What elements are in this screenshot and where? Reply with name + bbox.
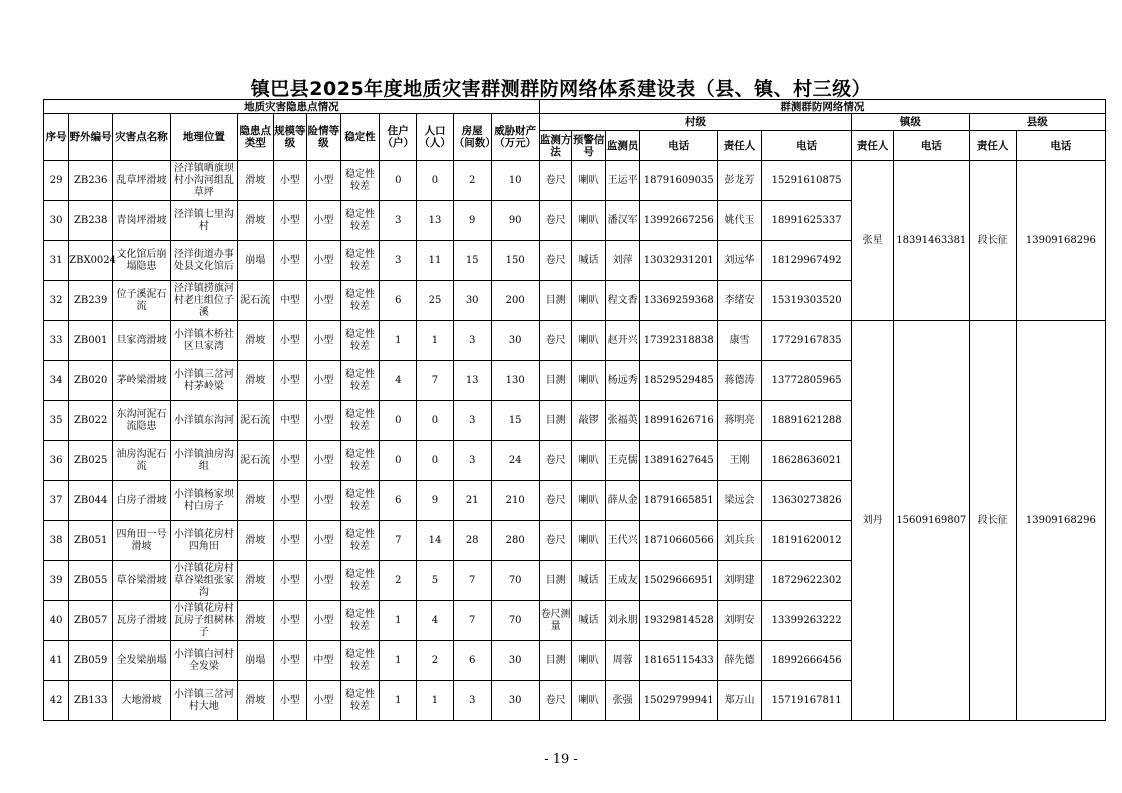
row-houses: 3 [453,321,491,361]
col-county-phone: 电话 [1016,131,1105,161]
row-households: 4 [380,361,417,401]
row-houses: 7 [453,601,491,641]
row-households: 1 [380,681,417,721]
row-stability: 稳定性较差 [340,401,380,441]
row-village-phone: 18992666456 [762,641,852,681]
row-village-phone: 18891621288 [762,401,852,441]
row-seq: 29 [44,161,69,201]
row-households: 6 [380,281,417,321]
row-signal: 喇叭 [572,161,606,201]
row-property: 15 [491,401,539,441]
row-scale: 小型 [273,601,307,641]
row-location: 小洋镇花房村瓦房子组树林子 [170,601,237,641]
row-property: 150 [491,241,539,281]
row-type: 滑坡 [237,321,273,361]
row-village-phone: 18729622302 [762,561,852,601]
row-monitor: 周蓉 [605,641,640,681]
county-responsible: 段长征 [969,321,1016,721]
town-responsible: 张星 [852,161,894,321]
row-method: 卷尺 [539,241,571,281]
row-field-no: ZB236 [69,161,113,201]
col-danger: 险情等级 [307,114,341,161]
town-phone: 18391463381 [894,161,969,321]
col-field-no: 野外编号 [69,114,113,161]
row-field-no: ZB133 [69,681,113,721]
row-signal: 喇叭 [572,321,606,361]
row-seq: 41 [44,641,69,681]
row-monitor: 刘萍 [605,241,640,281]
row-village-responsible: 姚代玉 [718,201,762,241]
row-name: 乱草坪滑坡 [113,161,171,201]
col-method: 监测方法 [539,131,571,161]
row-seq: 35 [44,401,69,441]
row-scale: 小型 [273,441,307,481]
row-signal: 喇叭 [572,641,606,681]
col-stability: 稳定性 [340,114,380,161]
row-danger: 小型 [307,401,341,441]
col-population: 人口（人） [417,114,454,161]
row-houses: 3 [453,401,491,441]
row-name: 白房子滑坡 [113,481,171,521]
row-method: 卷尺测量 [539,601,571,641]
col-county-responsible: 责任人 [969,131,1016,161]
row-village-phone: 15291610875 [762,161,852,201]
row-name: 旦家湾滑坡 [113,321,171,361]
row-village-phone: 13772805965 [762,361,852,401]
row-property: 10 [491,161,539,201]
row-scale: 小型 [273,681,307,721]
row-signal: 喇叭 [572,361,606,401]
row-signal: 喇叭 [572,441,606,481]
row-monitor-phone: 18791665851 [640,481,718,521]
row-danger: 小型 [307,441,341,481]
row-monitor: 程文香 [605,281,640,321]
row-type: 滑坡 [237,681,273,721]
row-monitor-phone: 17392318838 [640,321,718,361]
row-households: 0 [380,161,417,201]
county-phone: 13909168296 [1016,321,1105,721]
row-monitor-phone: 13369259368 [640,281,718,321]
row-location: 小洋镇木桥社区旦家湾 [170,321,237,361]
row-location: 小洋镇油房沟组 [170,441,237,481]
row-households: 0 [380,401,417,441]
row-seq: 42 [44,681,69,721]
row-monitor: 赵开兴 [605,321,640,361]
row-village-responsible: 刘远华 [718,241,762,281]
row-village-responsible: 彭龙芳 [718,161,762,201]
row-scale: 小型 [273,241,307,281]
col-type: 隐患点类型 [237,114,273,161]
row-monitor-phone: 13891627645 [640,441,718,481]
row-signal: 喇叭 [572,521,606,561]
col-households: 住户（户） [380,114,417,161]
row-monitor-phone: 18710660566 [640,521,718,561]
row-danger: 小型 [307,321,341,361]
col-scale: 规模等级 [273,114,307,161]
row-village-phone: 13630273826 [762,481,852,521]
row-type: 滑坡 [237,161,273,201]
row-field-no: ZB238 [69,201,113,241]
row-monitor-phone: 13992667256 [640,201,718,241]
row-stability: 稳定性较差 [340,161,380,201]
row-village-responsible: 蒋明亮 [718,401,762,441]
row-name: 文化馆后崩塌隐患 [113,241,171,281]
row-type: 滑坡 [237,201,273,241]
row-location: 泾洋镇捞旗河村老庄组位子溪 [170,281,237,321]
row-type: 滑坡 [237,601,273,641]
row-type: 崩塌 [237,641,273,681]
row-stability: 稳定性较差 [340,201,380,241]
row-village-phone: 18191620012 [762,521,852,561]
row-stability: 稳定性较差 [340,521,380,561]
row-property: 70 [491,601,539,641]
row-field-no: ZB022 [69,401,113,441]
row-seq: 32 [44,281,69,321]
row-households: 2 [380,561,417,601]
col-houses: 房屋（间数） [453,114,491,161]
row-property: 30 [491,681,539,721]
row-location: 小洋镇花房村草谷梁组张家沟 [170,561,237,601]
row-houses: 9 [453,201,491,241]
row-stability: 稳定性较差 [340,281,380,321]
row-village-phone: 13399263222 [762,601,852,641]
row-houses: 13 [453,361,491,401]
row-houses: 21 [453,481,491,521]
row-population: 25 [417,281,454,321]
row-village-responsible: 刘明建 [718,561,762,601]
row-population: 0 [417,161,454,201]
row-monitor: 王克儒 [605,441,640,481]
row-village-responsible: 梁远会 [718,481,762,521]
row-field-no: ZB057 [69,601,113,641]
row-danger: 小型 [307,241,341,281]
row-scale: 小型 [273,161,307,201]
row-population: 9 [417,481,454,521]
row-location: 泾洋街道办事处县文化馆后 [170,241,237,281]
row-method: 卷尺 [539,681,571,721]
row-monitor: 张强 [605,681,640,721]
row-stability: 稳定性较差 [340,481,380,521]
row-village-responsible: 蒋德涛 [718,361,762,401]
row-houses: 15 [453,241,491,281]
row-houses: 7 [453,561,491,601]
col-seq: 序号 [44,114,69,161]
row-location: 小洋镇白河村全发梁 [170,641,237,681]
row-location: 小洋镇三岔河村茅岭梁 [170,361,237,401]
row-field-no: ZB020 [69,361,113,401]
col-name: 灾害点名称 [113,114,171,161]
col-signal: 预警信号 [572,131,606,161]
row-monitor-phone: 15029666951 [640,561,718,601]
row-seq: 38 [44,521,69,561]
town-responsible: 刘丹 [852,321,894,721]
row-stability: 稳定性较差 [340,241,380,281]
row-population: 0 [417,441,454,481]
table-row [44,321,1106,361]
row-stability: 稳定性较差 [340,601,380,641]
row-households: 1 [380,321,417,361]
row-monitor: 王代兴 [605,521,640,561]
row-type: 滑坡 [237,361,273,401]
row-type: 泥石流 [237,441,273,481]
row-danger: 小型 [307,681,341,721]
row-field-no: ZBX0024 [69,241,113,281]
row-scale: 小型 [273,481,307,521]
row-property: 280 [491,521,539,561]
row-type: 泥石流 [237,401,273,441]
col-monitor: 监测员 [605,131,640,161]
row-property: 24 [491,441,539,481]
row-monitor-phone: 18529529485 [640,361,718,401]
row-field-no: ZB044 [69,481,113,521]
row-method: 卷尺 [539,161,571,201]
row-method: 卷尺 [539,201,571,241]
row-population: 0 [417,401,454,441]
row-seq: 31 [44,241,69,281]
row-danger: 小型 [307,481,341,521]
row-scale: 中型 [273,401,307,441]
row-village-phone: 17729167835 [762,321,852,361]
row-seq: 34 [44,361,69,401]
row-stability: 稳定性较差 [340,321,380,361]
page-number: - 19 - [544,752,578,767]
row-property: 200 [491,281,539,321]
row-seq: 30 [44,201,69,241]
section-left-header: 地质灾害隐患点情况 [44,100,540,114]
row-property: 130 [491,361,539,401]
row-property: 90 [491,201,539,241]
town-phone: 15609169807 [894,321,969,721]
row-population: 7 [417,361,454,401]
row-seq: 36 [44,441,69,481]
row-households: 1 [380,601,417,641]
row-method: 目测 [539,641,571,681]
row-population: 11 [417,241,454,281]
row-village-responsible: 康雪 [718,321,762,361]
row-type: 泥石流 [237,281,273,321]
row-method: 目测 [539,401,571,441]
row-method: 目测 [539,361,571,401]
row-monitor-phone: 19329814528 [640,601,718,641]
row-population: 5 [417,561,454,601]
disaster-table [43,99,1106,721]
row-scale: 小型 [273,321,307,361]
row-property: 70 [491,561,539,601]
row-location: 泾洋镇晒旗坝村小沟河组乱草坪 [170,161,237,201]
row-type: 滑坡 [237,521,273,561]
table-row [44,161,1106,201]
row-houses: 3 [453,681,491,721]
row-name: 东沟河泥石流隐患 [113,401,171,441]
page-title: 镇巴县2025年度地质灾害群测群防网络体系建设表（县、镇、村三级） [250,78,872,100]
col-village-responsible: 责任人 [718,131,762,161]
row-seq: 40 [44,601,69,641]
row-name: 草谷梁滑坡 [113,561,171,601]
town-level-header: 镇级 [852,114,969,131]
row-seq: 37 [44,481,69,521]
row-seq: 39 [44,561,69,601]
row-village-responsible: 刘兵兵 [718,521,762,561]
row-location: 泾洋镇七里沟村 [170,201,237,241]
row-population: 14 [417,521,454,561]
row-name: 位子溪泥石流 [113,281,171,321]
row-village-phone: 15319303520 [762,281,852,321]
row-households: 7 [380,521,417,561]
row-houses: 30 [453,281,491,321]
village-level-header: 村级 [539,114,851,131]
row-name: 四角田一号滑坡 [113,521,171,561]
row-danger: 小型 [307,601,341,641]
row-property: 30 [491,321,539,361]
row-houses: 28 [453,521,491,561]
row-danger: 小型 [307,161,341,201]
row-households: 3 [380,201,417,241]
row-field-no: ZB239 [69,281,113,321]
row-signal: 喇叭 [572,201,606,241]
row-method: 卷尺 [539,481,571,521]
row-method: 目测 [539,281,571,321]
row-village-phone: 18129967492 [762,241,852,281]
row-name: 全发梁崩塌 [113,641,171,681]
row-monitor: 张福英 [605,401,640,441]
county-responsible: 段长征 [969,161,1016,321]
row-households: 1 [380,641,417,681]
row-monitor: 王成友 [605,561,640,601]
row-scale: 小型 [273,641,307,681]
row-signal: 喇叭 [572,681,606,721]
row-scale: 小型 [273,561,307,601]
row-stability: 稳定性较差 [340,361,380,401]
row-monitor-phone: 15029799941 [640,681,718,721]
row-village-phone: 18628636021 [762,441,852,481]
row-signal: 喊话 [572,561,606,601]
row-danger: 小型 [307,281,341,321]
row-location: 小洋镇东沟河 [170,401,237,441]
row-name: 青岗坪滑坡 [113,201,171,241]
row-scale: 小型 [273,521,307,561]
row-houses: 6 [453,641,491,681]
row-stability: 稳定性较差 [340,441,380,481]
col-location: 地理位置 [170,114,237,161]
row-village-responsible: 薛先德 [718,641,762,681]
row-name: 大地滑坡 [113,681,171,721]
row-signal: 喇叭 [572,481,606,521]
row-stability: 稳定性较差 [340,561,380,601]
row-monitor-phone: 13032931201 [640,241,718,281]
row-danger: 小型 [307,361,341,401]
row-name: 瓦房子滑坡 [113,601,171,641]
col-village-phone: 电话 [762,131,852,161]
row-field-no: ZB001 [69,321,113,361]
row-method: 卷尺 [539,441,571,481]
row-households: 0 [380,441,417,481]
row-population: 2 [417,641,454,681]
row-population: 1 [417,681,454,721]
row-village-phone: 18991625337 [762,201,852,241]
row-method: 卷尺 [539,321,571,361]
row-location: 小洋镇杨家坝村白房子 [170,481,237,521]
row-method: 卷尺 [539,521,571,561]
county-phone: 13909168296 [1016,161,1105,321]
row-village-responsible: 刘明安 [718,601,762,641]
row-danger: 中型 [307,641,341,681]
row-location: 小洋镇花房村四角田 [170,521,237,561]
row-monitor: 刘永朋 [605,601,640,641]
row-households: 6 [380,481,417,521]
row-scale: 小型 [273,201,307,241]
row-type: 崩塌 [237,241,273,281]
row-name: 茅岭梁滑坡 [113,361,171,401]
col-town-phone: 电话 [894,131,969,161]
row-scale: 小型 [273,361,307,401]
row-location: 小洋镇三岔河村大地 [170,681,237,721]
row-monitor: 杨远秀 [605,361,640,401]
row-danger: 小型 [307,201,341,241]
col-monitor-phone: 电话 [640,131,718,161]
row-field-no: ZB055 [69,561,113,601]
row-property: 30 [491,641,539,681]
row-houses: 3 [453,441,491,481]
row-field-no: ZB051 [69,521,113,561]
row-village-responsible: 李绪安 [718,281,762,321]
row-field-no: ZB059 [69,641,113,681]
row-population: 1 [417,321,454,361]
row-population: 4 [417,601,454,641]
row-property: 210 [491,481,539,521]
row-village-phone: 15719167811 [762,681,852,721]
row-danger: 小型 [307,521,341,561]
row-type: 滑坡 [237,481,273,521]
row-name: 油房沟泥石流 [113,441,171,481]
row-signal: 喇叭 [572,281,606,321]
row-type: 滑坡 [237,561,273,601]
col-property: 威胁财产（万元） [491,114,539,161]
row-signal: 敲锣 [572,401,606,441]
row-danger: 小型 [307,561,341,601]
row-field-no: ZB025 [69,441,113,481]
row-monitor-phone: 18791609035 [640,161,718,201]
section-right-header: 群测群防网络情况 [539,100,1105,114]
row-seq: 33 [44,321,69,361]
row-signal: 喊话 [572,601,606,641]
row-monitor: 潘汉军 [605,201,640,241]
row-households: 3 [380,241,417,281]
row-stability: 稳定性较差 [340,681,380,721]
row-method: 目测 [539,561,571,601]
county-level-header: 县级 [969,114,1105,131]
row-stability: 稳定性较差 [340,641,380,681]
row-village-responsible: 王刚 [718,441,762,481]
row-signal: 喊话 [572,241,606,281]
row-houses: 2 [453,161,491,201]
row-monitor: 薛从金 [605,481,640,521]
row-village-responsible: 郑万山 [718,681,762,721]
row-scale: 中型 [273,281,307,321]
col-town-responsible: 责任人 [852,131,894,161]
row-population: 13 [417,201,454,241]
row-monitor-phone: 18165115433 [640,641,718,681]
row-monitor: 王运平 [605,161,640,201]
row-monitor-phone: 18991626716 [640,401,718,441]
